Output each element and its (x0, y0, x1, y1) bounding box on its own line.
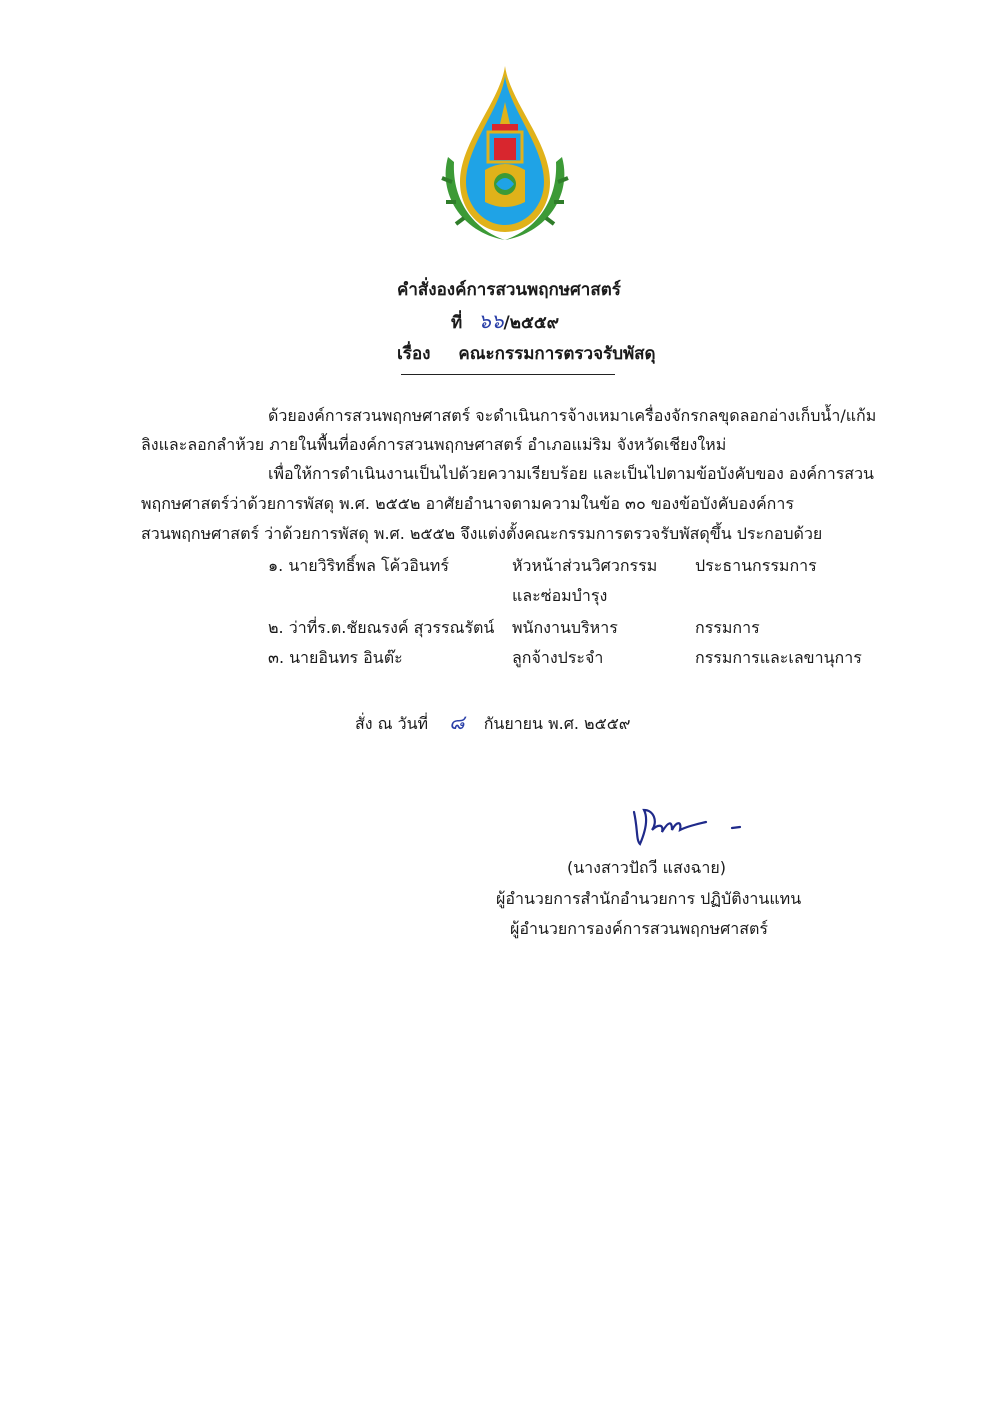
organization-logo (430, 62, 580, 252)
header-divider (401, 374, 615, 375)
signatory-name: (นางสาวปัถวี แสงฉาย) (567, 858, 727, 877)
subject-text: คณะกรรมการตรวจรับพัสดุ (458, 344, 656, 364)
paragraph-1-line-2: ลิงและลอกลำห้วย ภายในพื้นที่องค์การสวนพฤกษศาสตร์ อำเภอแม่ริม จังหวัดเชียงใหม่ (141, 435, 727, 454)
member-1-name: ๑. นายวิริทธิ์พล โค้วอินทร์ (268, 556, 449, 575)
order-date-month-year: กันยายน พ.ศ. ๒๕๕๙ (483, 714, 631, 733)
signatory-title-line-1: ผู้อำนวยการสำนักอำนวยการ ปฏิบัติงานแทน (496, 889, 802, 908)
paragraph-2-line-3: สวนพฤกษศาสตร์ ว่าด้วยการพัสดุ พ.ศ. ๒๕๕๒ จึงแต่งตั้งคณะกรรมการตรวจรับพัสดุขึ้น ประกอบด้วย (141, 524, 823, 543)
document-title: คำสั่งองค์การสวนพฤกษศาสตร์ (397, 280, 621, 300)
member-2-role: กรรมการ (695, 618, 760, 637)
subject-line (397, 340, 656, 367)
order-date-prefix: สั่ง ณ วันที่ (355, 714, 429, 733)
order-number-label: ที่ (451, 313, 463, 333)
member-1-position-line-2: และซ่อมบำรุง (512, 586, 608, 605)
member-2-position: พนักงานบริหาร (512, 618, 618, 637)
member-3-role: กรรมการและเลขานุการ (695, 648, 862, 667)
subject-label: เรื่อง (397, 344, 431, 364)
order-number-suffix: /๒๕๕๙ (503, 313, 560, 333)
order-date-day-handwritten: ๘ (449, 710, 465, 734)
paragraph-2-line-2: พฤกษศาสตร์ว่าด้วยการพัสดุ พ.ศ. ๒๕๕๒ อาศัยอำนาจตามความในข้อ ๓๐ ของข้อบังคับองค์การ (141, 494, 794, 513)
order-number-handwritten: ๖๖ (478, 309, 504, 333)
member-3-name: ๓. นายอินทร อินต๊ะ (268, 648, 403, 667)
handwritten-signature (628, 800, 748, 850)
paragraph-1-line-1: ด้วยองค์การสวนพฤกษศาสตร์ จะดำเนินการจ้างเหมาเครื่องจักรกลขุดลอกอ่างเก็บน้ำ/แก้ม (268, 406, 877, 425)
member-2-name: ๒. ว่าที่ร.ต.ชัยณรงค์ สุวรรณรัตน์ (268, 618, 495, 637)
member-1-role: ประธานกรรมการ (695, 556, 817, 575)
order-date-line (355, 706, 631, 738)
paragraph-2-line-1: เพื่อให้การดำเนินงานเป็นไปด้วยความเรียบร้อย และเป็นไปตามข้อบังคับของ องค์การสวน (268, 464, 874, 483)
signatory-title-line-2: ผู้อำนวยการองค์การสวนพฤกษศาสตร์ (510, 919, 768, 938)
member-1-position: หัวหน้าส่วนวิศวกรรม (512, 556, 658, 575)
order-number-line (451, 305, 559, 337)
member-3-position: ลูกจ้างประจำ (512, 648, 604, 667)
